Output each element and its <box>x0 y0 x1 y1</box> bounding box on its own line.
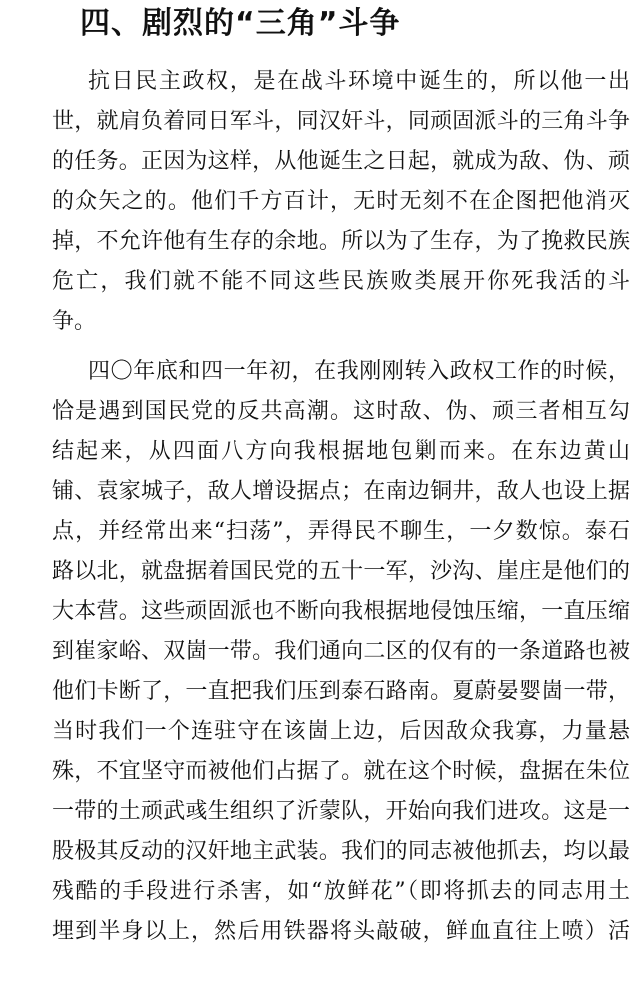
text-line: 到崔家峪、双崮一带。我们通向二区的仅有的一条道路也被 <box>52 639 630 664</box>
text-line: 残酷的手段进行杀害，如“放鲜花”（即将抓去的同志用土 <box>52 879 630 904</box>
text-line: 世，就肩负着同日军斗，同汉奸斗，同顽固派斗的三角斗争 <box>52 109 630 134</box>
text-line: 殊，不宜坚守而被他们占据了。就在这个时候，盘据在朱位 <box>52 759 630 784</box>
text-line: 争。 <box>52 309 97 334</box>
document-body <box>52 62 630 952</box>
text-line: 危亡，我们就不能不同这些民族败类展开你死我活的斗 <box>52 269 630 294</box>
text-line: 点，并经常出来“扫荡”，弄得民不聊生，一夕数惊。泰石 <box>52 519 630 544</box>
text-line: 铺、袁家城子，敌人增设据点；在南边铜井，敌人也设上据 <box>52 479 630 504</box>
section-title: 四、剧烈的“三角”斗争 <box>80 6 401 41</box>
text-line: 埋到半身以上，然后用铁器将头敲破，鲜血直往上喷）活 <box>52 919 630 944</box>
text-line: 路以北，就盘据着国民党的五十一军，沙沟、崖庄是他们的 <box>52 559 630 584</box>
text-line: 他们卡断了，一直把我们压到泰石路南。夏蔚晏婴崮一带， <box>52 679 630 704</box>
text-line: 结起来，从四面八方向我根据地包剿而来。在东边黄山 <box>52 439 630 464</box>
text-line: 的众矢之的。他们千方百计，无时无刻不在企图把他消灭 <box>52 189 630 214</box>
text-line: 恰是遇到国民党的反共高潮。这时敌、伪、顽三者相互勾 <box>52 399 630 424</box>
text-line: 的任务。正因为这样，从他诞生之日起，就成为敌、伪、顽 <box>52 149 630 174</box>
paragraph-1 <box>52 62 630 342</box>
text-line: 大本营。这些顽固派也不断向我根据地侵蚀压缩，一直压缩 <box>52 599 630 624</box>
text-line: 抗日民主政权，是在战斗环境中诞生的，所以他一出 <box>88 69 630 94</box>
text-line: 四〇年底和四一年初，在我刚刚转入政权工作的时候， <box>88 359 630 384</box>
text-line: 股极其反动的汉奸地主武装。我们的同志被他抓去，均以最 <box>52 839 630 864</box>
text-line: 一带的土顽武彧生组织了沂蒙队，开始向我们进攻。这是一 <box>52 799 630 824</box>
text-line: 掉，不允许他有生存的余地。所以为了生存，为了挽救民族 <box>52 229 630 254</box>
paragraph-2 <box>52 352 630 952</box>
text-line: 当时我们一个连驻守在该崮上边，后因敌众我寡，力量悬 <box>52 719 630 744</box>
